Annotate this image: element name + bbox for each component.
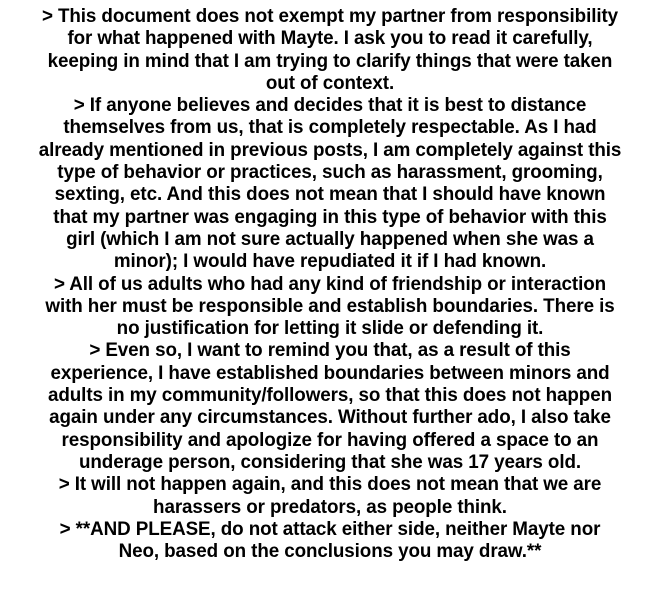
paragraph-boundaries xyxy=(0,274,660,341)
text-line: girl (which I am not sure actually happened when she was a xyxy=(66,228,594,250)
text-line: responsibility and apologize for having offered a space to an xyxy=(61,429,599,451)
statement-text xyxy=(0,6,660,563)
text-line: Neo, based on the conclusions you may draw.** xyxy=(118,541,542,563)
text-line: > It will not happen again, and this does not mean that we are xyxy=(58,474,602,496)
text-line: type of behavior or practices, such as harassment, grooming, xyxy=(57,162,603,184)
text-line: adults in my community/followers, so that this does not happen xyxy=(48,385,612,407)
text-line: with her must be responsible and establish boundaries. There is xyxy=(45,295,615,317)
text-line: > This document does not exempt my partner from responsibility xyxy=(41,6,619,27)
text-line: sexting, etc. And this does not mean that I should have known xyxy=(54,184,606,206)
text-line: harassers or predators, as people think. xyxy=(153,496,507,518)
text-line: underage person, considering that she was 17 years old. xyxy=(78,451,581,473)
text-line: > All of us adults who had any kind of friendship or interaction xyxy=(53,273,607,295)
paragraph-plea xyxy=(0,519,660,564)
paragraph-responsibility xyxy=(0,6,660,95)
text-line: out of context. xyxy=(265,72,395,94)
text-line: again under any circumstances. Without further ado, I also take xyxy=(49,407,611,429)
paragraph-not-again xyxy=(0,474,660,519)
paragraph-apology xyxy=(0,340,660,474)
text-line: themselves from us, that is completely respectable. As I had xyxy=(63,117,597,139)
text-line: for what happened with Mayte. I ask you to read it carefully, xyxy=(67,28,593,50)
text-line: experience, I have established boundaries between minors and xyxy=(50,362,610,384)
text-line: > Even so, I want to remind you that, as a result of this xyxy=(89,340,571,362)
text-line: minor); I would have repudiated it if I had known. xyxy=(113,251,547,273)
text-line: keeping in mind that I am trying to clarify things that were taken xyxy=(47,50,613,72)
text-line: > If anyone believes and decides that it is best to distance xyxy=(73,95,587,117)
text-line: no justification for letting it slide or defending it. xyxy=(116,318,544,340)
text-line: that my partner was engaging in this type of behavior with this xyxy=(53,206,607,228)
text-line: already mentioned in previous posts, I am completely against this xyxy=(38,139,622,161)
text-line: > **AND PLEASE, do not attack either side, neither Mayte nor xyxy=(59,518,601,540)
paragraph-distance xyxy=(0,95,660,273)
